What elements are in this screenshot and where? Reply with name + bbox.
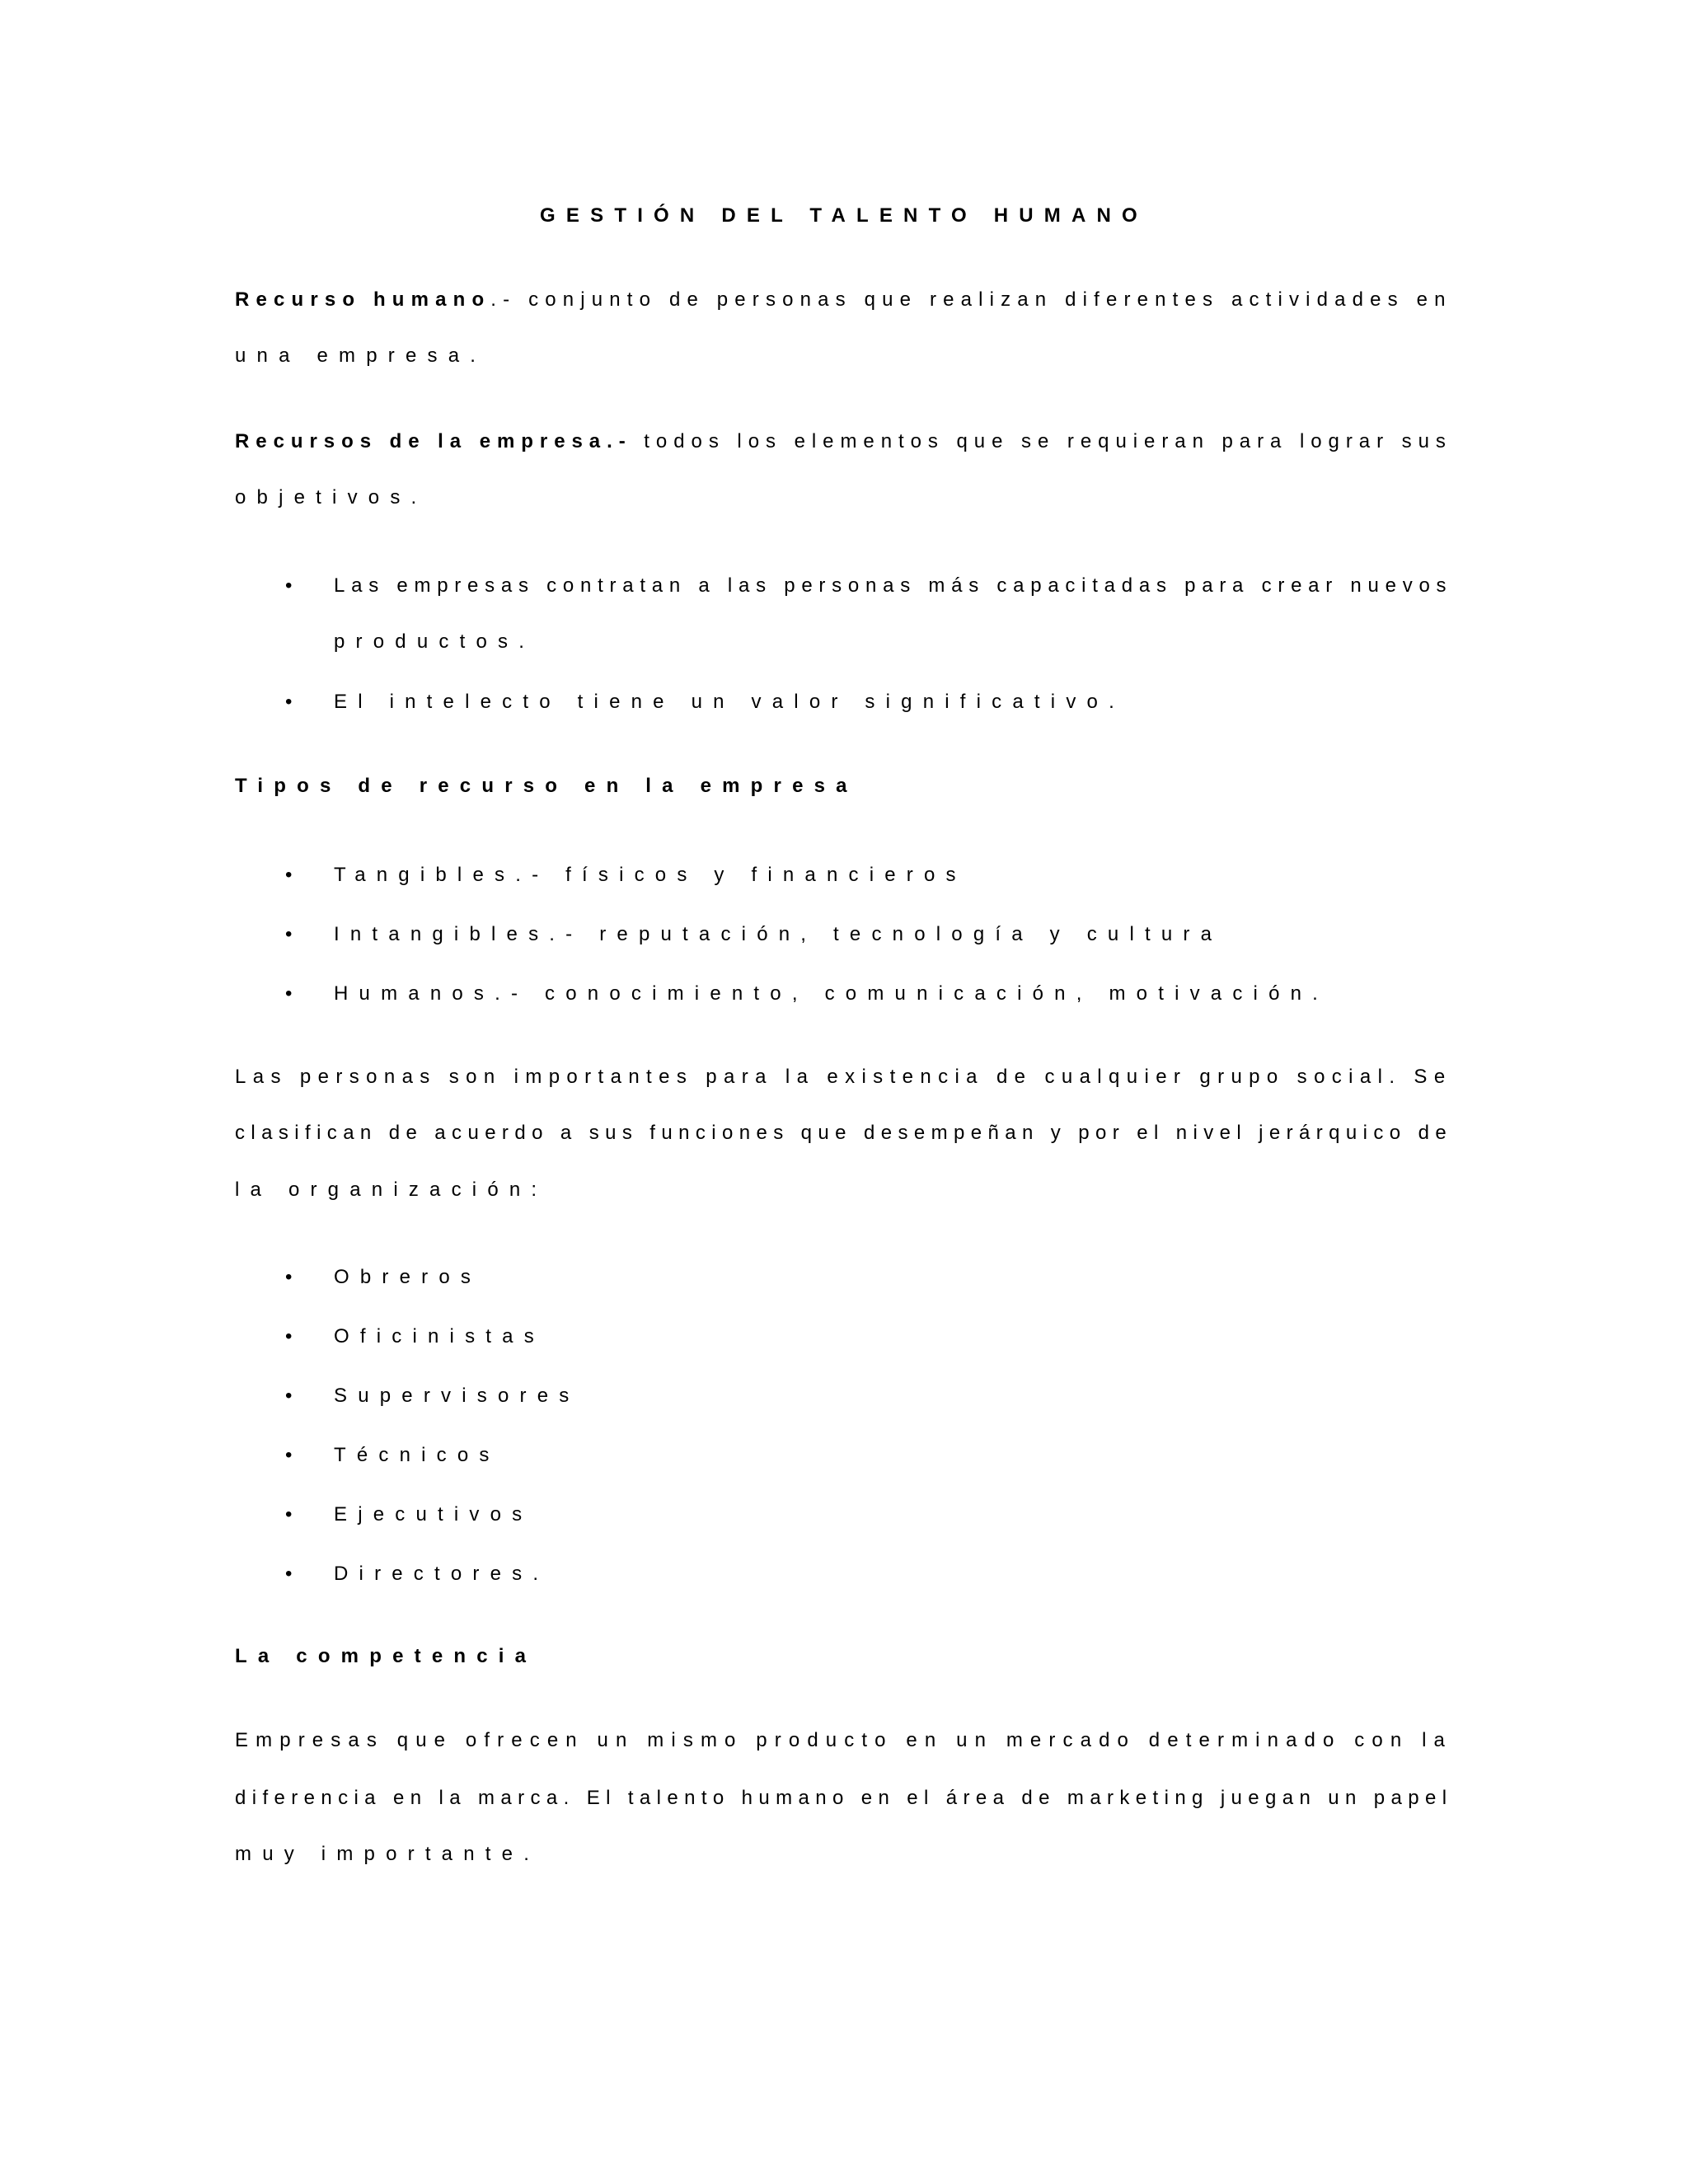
list-item-empresas-contratan-line1: Las empresas contratan a las personas más capacitadas para crear nuevos <box>334 574 1453 597</box>
definition-recurso-humano: .- conjunto de personas que realizan diferentes actividades en <box>490 288 1452 311</box>
section-heading-la-competencia: La competencia <box>235 1645 537 1667</box>
list-item-humanos: Humanos.- conocimiento, comunicación, motivación. <box>334 982 1329 1005</box>
paragraph-competencia-line3: muy importante. <box>235 1843 541 1865</box>
bullet-dot: • <box>285 1563 293 1585</box>
bullet-dot: • <box>285 923 293 945</box>
bullet-dot: • <box>285 864 293 886</box>
bullet-dot: • <box>285 1325 293 1347</box>
list-item-obreros: Obreros <box>334 1266 482 1288</box>
definition-recursos-empresa: todos los elementos que se requieran para lograr sus <box>631 430 1452 452</box>
paragraph-personas-line1: Las personas son importantes para la existencia de cualquier grupo social. Se <box>235 1066 1452 1088</box>
document-title: GESTIÓN DEL TALENTO HUMANO <box>540 204 1148 227</box>
paragraph-recursos-empresa-line1 <box>235 430 1452 453</box>
paragraph-personas-line2: clasifican de acuerdo a sus funciones que desempeñan y por el nivel jerárquico de <box>235 1122 1453 1144</box>
bullet-dot: • <box>285 574 293 597</box>
paragraph-personas-line3: la organización: <box>235 1179 548 1201</box>
list-item-intangibles: Intangibles.- reputación, tecnología y cultura <box>334 923 1223 945</box>
list-item-directores: Directores. <box>334 1563 550 1585</box>
list-item-intelecto: El intelecto tiene un valor significativo. <box>334 691 1125 713</box>
list-item-supervisores: Supervisores <box>334 1385 580 1407</box>
list-item-tangibles: Tangibles.- físicos y financieros <box>334 864 967 886</box>
list-item-empresas-contratan-line2: productos. <box>334 630 536 653</box>
list-item-oficinistas: Oficinistas <box>334 1325 545 1347</box>
list-item-tecnicos: Técnicos <box>334 1444 500 1466</box>
paragraph-competencia-line2: diferencia en la marca. El talento humano en el área de marketing juegan un papel <box>235 1787 1453 1809</box>
term-recurso-humano: Recurso humano <box>235 288 491 311</box>
section-heading-tipos-de-recurso: Tipos de recurso en la empresa <box>235 775 858 797</box>
list-item-ejecutivos: Ejecutivos <box>334 1503 533 1526</box>
bullet-dot: • <box>285 1385 293 1407</box>
bullet-dot: • <box>285 982 293 1005</box>
paragraph-recurso-humano-line2: una empresa. <box>235 344 487 367</box>
paragraph-recurso-humano-line1 <box>235 288 1452 312</box>
bullet-dot: • <box>285 1503 293 1526</box>
paragraph-recursos-empresa-line2: objetivos. <box>235 486 428 509</box>
bullet-dot: • <box>285 1266 293 1288</box>
bullet-dot: • <box>285 691 293 713</box>
bullet-dot: • <box>285 1444 293 1466</box>
paragraph-competencia-line1: Empresas que ofrecen un mismo producto en un mercado determinado con la <box>235 1729 1452 1751</box>
term-recursos-empresa: Recursos de la empresa.- <box>235 430 632 452</box>
